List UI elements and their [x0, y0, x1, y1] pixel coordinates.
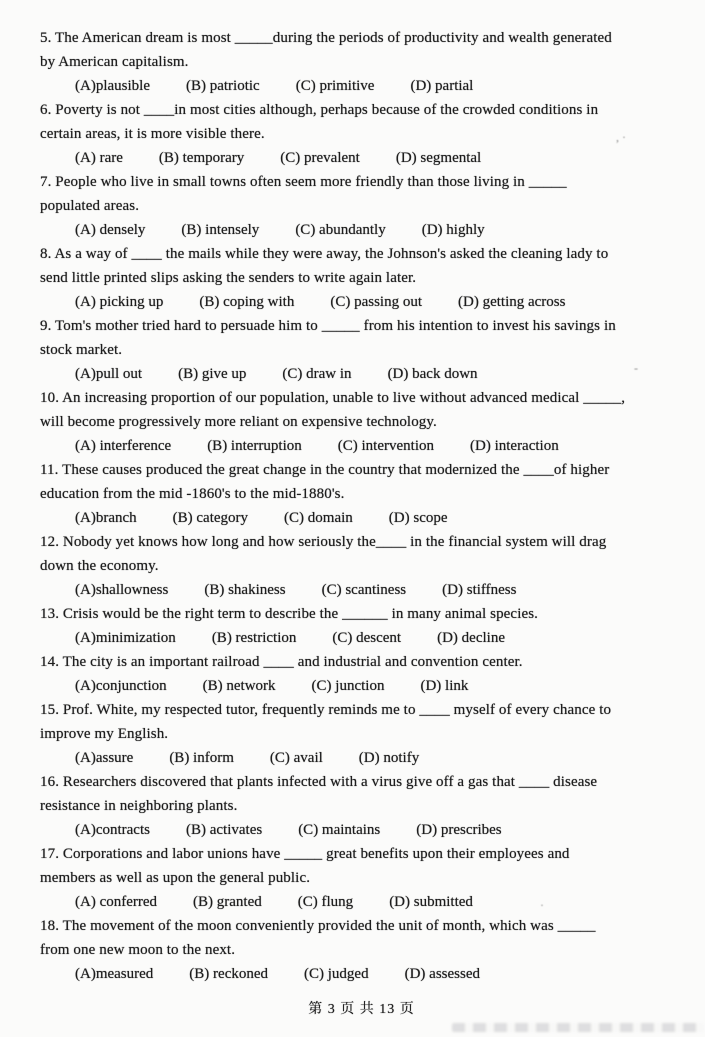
options-row: [40, 626, 688, 650]
option-label: (B) give up: [178, 366, 247, 382]
option-label: (B) shakiness: [204, 582, 286, 598]
option-label: (A)pull out: [75, 366, 143, 382]
question-stem-line: 16. Researchers discovered that plants infected with a virus give off a gas that ____ disease: [40, 774, 598, 790]
option-label: (C) avail: [269, 750, 323, 766]
options-row: [40, 578, 688, 602]
question-stem-line: 18. The movement of the moon conveniently provided the unit of month, which was _____: [40, 918, 596, 934]
option-label: (A) conferred: [75, 894, 158, 910]
option-label: (C) primitive: [295, 78, 375, 94]
option-label: (A) picking up: [75, 294, 164, 310]
option-label: (C) passing out: [330, 294, 422, 310]
option-label: (C) junction: [311, 678, 385, 694]
question-stem-line: will become progressively more reliant on expensive technology.: [40, 414, 437, 430]
option-label: (A)contracts: [75, 822, 150, 838]
option-label: (B) granted: [193, 894, 262, 910]
option-label: (C) flung: [297, 894, 354, 910]
option-label: (B) interruption: [207, 438, 302, 454]
question-stem-line: members as well as upon the general public.: [40, 870, 311, 886]
options-row: [40, 290, 688, 314]
question-17: [40, 842, 688, 914]
question-stem-line: 10. An increasing proportion of our population, unable to live without advanced medical _____,: [40, 390, 626, 406]
question-stem-line: 9. Tom's mother tried hard to persuade him to _____ from his intention to invest his savings in: [40, 318, 616, 334]
scan-artifact: -: [634, 361, 638, 375]
options-row: [40, 434, 688, 458]
question-stem-line: 15. Prof. White, my respected tutor, frequently reminds me to ____ myself of every chance to: [40, 702, 612, 718]
options-row: [40, 506, 688, 530]
options-row: [40, 146, 688, 170]
option-label: (D) interaction: [470, 438, 559, 454]
option-label: (D) submitted: [389, 894, 473, 910]
question-6: [40, 98, 688, 170]
option-label: (A) densely: [75, 222, 146, 238]
question-stem-line: populated areas.: [40, 198, 140, 214]
option-label: (B) coping with: [199, 294, 295, 310]
option-label: (D) back down: [387, 366, 478, 382]
question-stem-line: 17. Corporations and labor unions have _____ great benefits upon their employees and: [40, 846, 570, 862]
option-label: (A) rare: [75, 150, 123, 166]
option-label: (C) scantiness: [321, 582, 407, 598]
option-label: (A)minimization: [75, 630, 176, 646]
question-16: [40, 770, 688, 842]
option-label: (C) prevalent: [280, 150, 360, 166]
option-label: (D) notify: [358, 750, 420, 766]
question-stem-line: 11. These causes produced the great change in the country that modernized the ____of higher: [40, 462, 610, 478]
option-label: (A)conjunction: [75, 678, 167, 694]
question-stem-line: resistance in neighboring plants.: [40, 798, 238, 814]
option-label: (B) network: [202, 678, 276, 694]
option-label: (B) inform: [169, 750, 234, 766]
option-label: (B) category: [172, 510, 249, 526]
option-label: (C) maintains: [298, 822, 381, 838]
question-11: [40, 458, 688, 530]
option-label: (A)shallowness: [75, 582, 169, 598]
question-stem-line: improve my English.: [40, 726, 169, 742]
question-10: [40, 386, 688, 458]
option-label: (B) activates: [185, 822, 263, 838]
option-label: (A)measured: [75, 966, 154, 982]
option-label: (A)branch: [75, 510, 137, 526]
option-label: (D) decline: [437, 630, 505, 646]
option-label: (C) descent: [332, 630, 402, 646]
options-row: [40, 362, 688, 386]
options-row: [40, 674, 688, 698]
question-stem-line: 8. As a way of ____ the mails while they were away, the Johnson's asked the cleaning lady to: [40, 246, 609, 262]
option-label: (B) temporary: [158, 150, 245, 166]
option-label: (C) draw in: [282, 366, 352, 382]
option-label: (D) scope: [388, 510, 448, 526]
option-label: (A)assure: [75, 750, 134, 766]
question-stem-line: from one new moon to the next.: [40, 942, 236, 958]
page-footer: [0, 998, 705, 1018]
option-label: (D) assessed: [404, 966, 480, 982]
question-15: [40, 698, 688, 770]
option-label: (B) reckoned: [189, 966, 269, 982]
question-13: [40, 602, 688, 650]
question-stem-line: education from the mid -1860's to the mid-1880's.: [40, 486, 345, 502]
page-number-text: 第 3 页 共 13 页: [308, 1002, 415, 1017]
options-row: [40, 218, 688, 242]
options-row: [40, 74, 688, 98]
question-stem-line: send little printed slips asking the senders to write again later.: [40, 270, 417, 286]
scan-artifact: ·: [540, 898, 544, 912]
options-row: [40, 746, 688, 770]
question-12: [40, 530, 688, 602]
option-label: (D) partial: [410, 78, 474, 94]
option-label: (B) patriotic: [185, 78, 260, 94]
option-label: (C) judged: [304, 966, 369, 982]
options-row: [40, 818, 688, 842]
option-label: (C) abundantly: [295, 222, 386, 238]
option-label: (D) highly: [421, 222, 485, 238]
option-label: (D) getting across: [458, 294, 566, 310]
question-9: [40, 314, 688, 386]
question-18: [40, 914, 688, 986]
question-stem-line: 5. The American dream is most _____during the periods of productivity and wealth generated: [40, 30, 612, 46]
question-stem-line: 7. People who live in small towns often seem more friendly than those living in _____: [40, 174, 567, 190]
option-label: (D) prescribes: [416, 822, 502, 838]
options-row: [40, 890, 688, 914]
option-label: (C) intervention: [337, 438, 434, 454]
question-stem-line: by American capitalism.: [40, 54, 189, 70]
option-label: (D) segmental: [395, 150, 482, 166]
option-label: (B) restriction: [211, 630, 297, 646]
question-5: [40, 26, 688, 98]
scan-bleedthrough-smudge: [452, 1023, 704, 1032]
options-row: [40, 962, 688, 986]
question-stem-line: down the economy.: [40, 558, 159, 574]
option-label: (A)plausible: [75, 78, 150, 94]
question-stem-line: 6. Poverty is not ____in most cities although, perhaps because of the crowded conditions in: [40, 102, 599, 118]
question-14: [40, 650, 688, 698]
question-stem-line: 12. Nobody yet knows how long and how seriously the____ in the financial system will drag: [40, 534, 607, 550]
question-list: [40, 26, 688, 986]
scan-artifact: , ·: [616, 130, 626, 144]
option-label: (D) link: [420, 678, 469, 694]
question-stem-line: 13. Crisis would be the right term to describe the ______ in many animal species.: [40, 606, 539, 622]
option-label: (A) interference: [75, 438, 172, 454]
question-stem-line: certain areas, it is more visible there.: [40, 126, 265, 142]
option-label: (D) stiffness: [442, 582, 517, 598]
question-stem-line: 14. The city is an important railroad ____ and industrial and convention center.: [40, 654, 523, 670]
question-7: [40, 170, 688, 242]
question-stem-line: stock market.: [40, 342, 123, 358]
question-8: [40, 242, 688, 314]
option-label: (C) domain: [284, 510, 353, 526]
option-label: (B) intensely: [181, 222, 260, 238]
